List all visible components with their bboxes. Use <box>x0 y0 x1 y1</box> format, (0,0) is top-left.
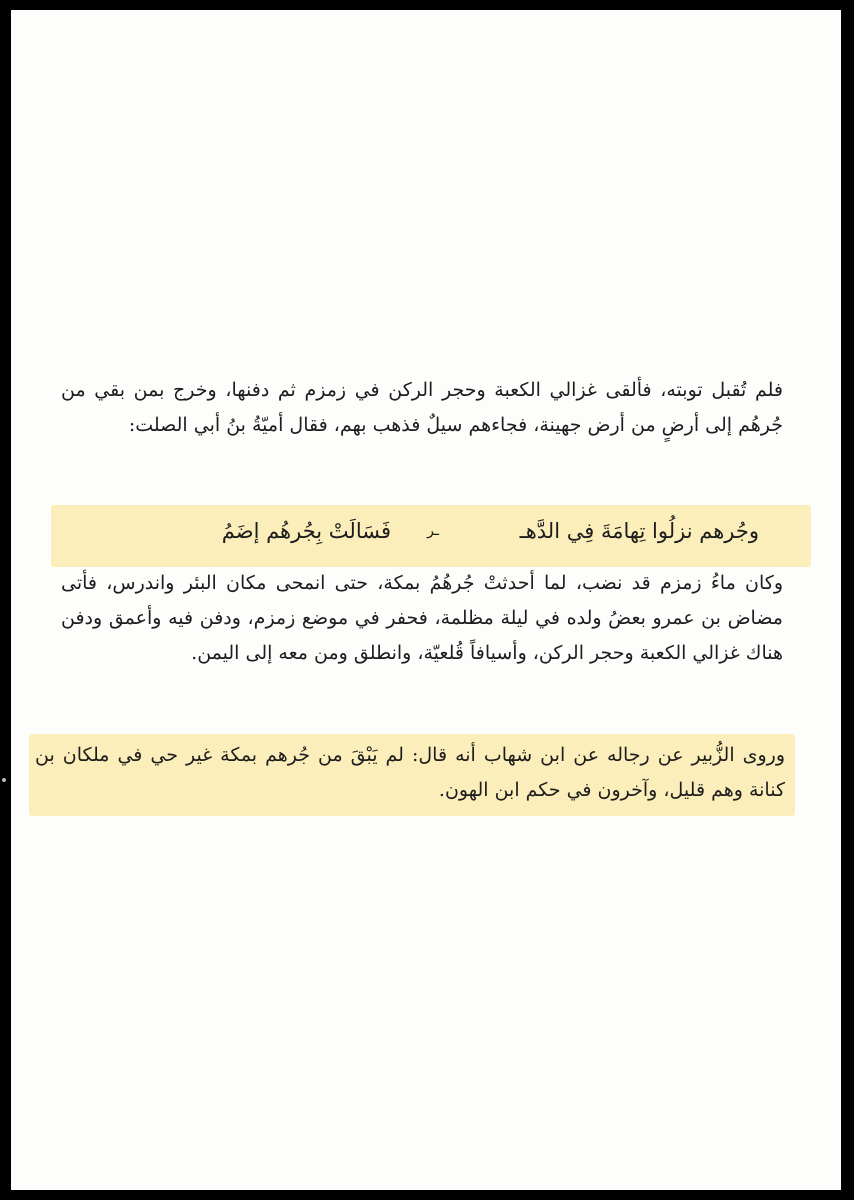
paragraph-3-highlighted: وروى الزُّبير عن رجاله عن ابن شهاب أنه قال: لم يَبْقَ من جُرهم بمكة غير حي في ملكان بن كنانة وهم قليل، وآخرون في حكم ابن الهون. <box>29 734 795 816</box>
book-page <box>11 10 841 1190</box>
verse-second-hemistich: فَسَالَتْ بِجُرهُم إضَمُ <box>221 519 391 543</box>
verse-first-hemistich: وجُرهم نزلُوا تِهامَةَ فِي الدَّهـ <box>519 519 759 543</box>
scan-edge-mark <box>2 778 6 782</box>
paragraph-2: وكان ماءُ زمزم قد نضب، لما أحدثتْ جُرهُمُ بمكة، حتى انمحى مكان البئر واندرس، فأتى مضاض بن عمرو بعضُ ولده في ليلة مظلمة، فحفر في موضع زمزم، ودفن فيه وأعمق ودفن هناك غزالي الكعبة وحجر الركن، وأسيافاً قُلعيّة، وانطلق ومن معه إلى اليمن. <box>61 572 783 664</box>
paragraph-1: فلم تُقبل توبته، فألقى غزالي الكعبة وحجر الركن في زمزم ثم دفنها، وخرج بمن بقي من جُرهُم إلى أرضٍ من أرض جهينة، فجاءهم سيلٌ فذهب بهم، فقال أميّةُ بنُ أبي الصلت: <box>61 379 783 436</box>
poetry-verse <box>51 505 811 567</box>
verse-continuation-mark: ـر <box>427 523 439 539</box>
